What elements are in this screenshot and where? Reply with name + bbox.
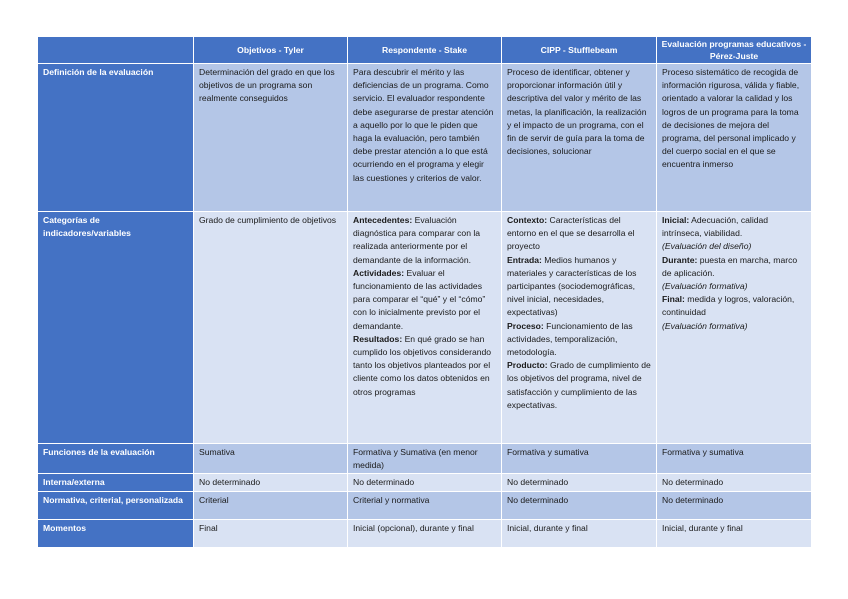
cell-momentos-cipp: Inicial, durante y final (502, 519, 657, 547)
producto-label: Producto: (507, 360, 548, 371)
final-label: Final: (662, 294, 685, 305)
row-label-categorias: Categorías de indicadores/variables (38, 212, 194, 444)
row-normativa (38, 491, 812, 519)
cell-categorias-stake (348, 212, 502, 444)
inicial-note: (Evaluación del diseño) (662, 241, 752, 252)
final-text: medida y logros, valoración, continuidad (662, 294, 795, 318)
contexto-label: Contexto: (507, 215, 548, 225)
header-row (38, 37, 812, 64)
inicial-text: Adecuación, calidad intrínseca, viabilidad. (662, 215, 769, 239)
row-label-definicion: Definición de la evaluación (38, 64, 194, 212)
cell-funciones-cipp: Formativa y sumativa (502, 444, 657, 474)
row-definicion (38, 64, 812, 212)
final-note: (Evaluación formativa) (662, 320, 748, 331)
resultados-label: Resultados: (353, 333, 403, 344)
cell-interna-perez: No determinado (657, 474, 812, 491)
header-stake: Respondente - Stake (348, 37, 502, 64)
row-label-normativa: Normativa, criterial, personalizada (38, 491, 194, 519)
cell-normativa-tyler: Criterial (194, 491, 348, 519)
header-corner (38, 37, 194, 64)
cell-interna-tyler: No determinado (194, 474, 348, 491)
cell-interna-stake: No determinado (348, 474, 502, 491)
cell-definicion-cipp: Proceso de identificar, obtener y proporcionar información útil y descriptiva del valor y mérito de las metas, la planificación, la realización y el impacto de un programa, con el fin de servir de guía para la toma de decisiones, solucionar (502, 64, 657, 212)
row-categorias (38, 212, 812, 444)
cell-categorias-cipp (502, 212, 657, 444)
cell-momentos-tyler: Final (194, 519, 348, 547)
cell-normativa-stake: Criterial y normativa (348, 491, 502, 519)
cell-normativa-cipp: No determinado (502, 491, 657, 519)
cell-momentos-stake: Inicial (opcional), durante y final (348, 519, 502, 547)
durante-label: Durante: (662, 254, 698, 265)
cell-definicion-perez: Proceso sistemático de recogida de información rigurosa, válida y fiable, orientado a valorar la calidad y los logros de un programa para la toma de decisiones de mejora del programa, del personal implicado y del cuerpo social en el que se encuentra inmerso (657, 64, 812, 212)
contexto-text: Características del entorno en el que se desarrolla el proyecto (507, 215, 635, 252)
cell-funciones-tyler: Sumativa (194, 444, 348, 474)
durante-text: puesta en marcha, marco de aplicación. (662, 254, 798, 278)
cell-interna-cipp: No determinado (502, 474, 657, 491)
cell-definicion-tyler: Determinación del grado en que los objetivos de un programa son realmente conseguidos (194, 64, 348, 212)
cell-funciones-perez: Formativa y sumativa (657, 444, 812, 474)
header-perez-juste: Evaluación programas educativos - Pérez-Juste (657, 37, 812, 64)
cell-normativa-perez: No determinado (657, 491, 812, 519)
header-tyler: Objetivos - Tyler (194, 37, 348, 64)
row-label-interna-externa: Interna/externa (38, 474, 194, 491)
header-cipp: CIPP - Stufflebeam (502, 37, 657, 64)
cell-funciones-stake: Formativa y Sumativa (en menor medida) (348, 444, 502, 474)
producto-text: Grado de cumplimiento de los objetivos del programa, nivel de satisfacción y cumplimiento de las expectativas. (507, 360, 651, 410)
actividades-label: Actividades: (353, 267, 405, 278)
entrada-text: Medios humanos y materiales y características de los participantes (sociodemográficas, nivel inicial, necesidades, expectativas) (507, 254, 637, 318)
proceso-label: Proceso: (507, 320, 544, 331)
antecedentes-label: Antecedentes: (353, 215, 413, 225)
row-momentos (38, 519, 812, 547)
cell-definicion-stake: Para descubrir el mérito y las deficiencias de un programa. Como servicio. El evaluador respondente debe asegurarse de prestar atención a aquello por lo que le piden que haga la evaluación, pero también debe prestar atención a lo que está ocurriendo en el programa y elegir las cuestiones y criterios de valor. (348, 64, 502, 212)
row-label-momentos: Momentos (38, 519, 194, 547)
resultados-text: En qué grado se han cumplido los objetivos considerando tanto los objetivos planteados por el cliente como los datos obtenidos en otros programas (353, 333, 492, 397)
cell-momentos-perez: Inicial, durante y final (657, 519, 812, 547)
inicial-label: Inicial: (662, 215, 690, 225)
cell-categorias-perez (657, 212, 812, 444)
row-funciones (38, 444, 812, 474)
durante-note: (Evaluación formativa) (662, 281, 748, 292)
entrada-label: Entrada: (507, 254, 542, 265)
antecedentes-text: Evaluación diagnóstica para comparar con la realizada anteriormente por el demandante de la información. (353, 215, 481, 265)
proceso-text: Funcionamiento de las actividades, temporalización, metodología. (507, 320, 633, 358)
cell-categorias-tyler: Grado de cumplimiento de objetivos (194, 212, 348, 444)
row-interna-externa (38, 474, 812, 491)
row-label-funciones: Funciones de la evaluación (38, 444, 194, 474)
comparison-table (37, 36, 812, 548)
actividades-text: Evaluar el funcionamiento de las actividades para comparar el “qué” y el “cómo” con lo inicialmente previsto por el demandante. (353, 267, 486, 331)
